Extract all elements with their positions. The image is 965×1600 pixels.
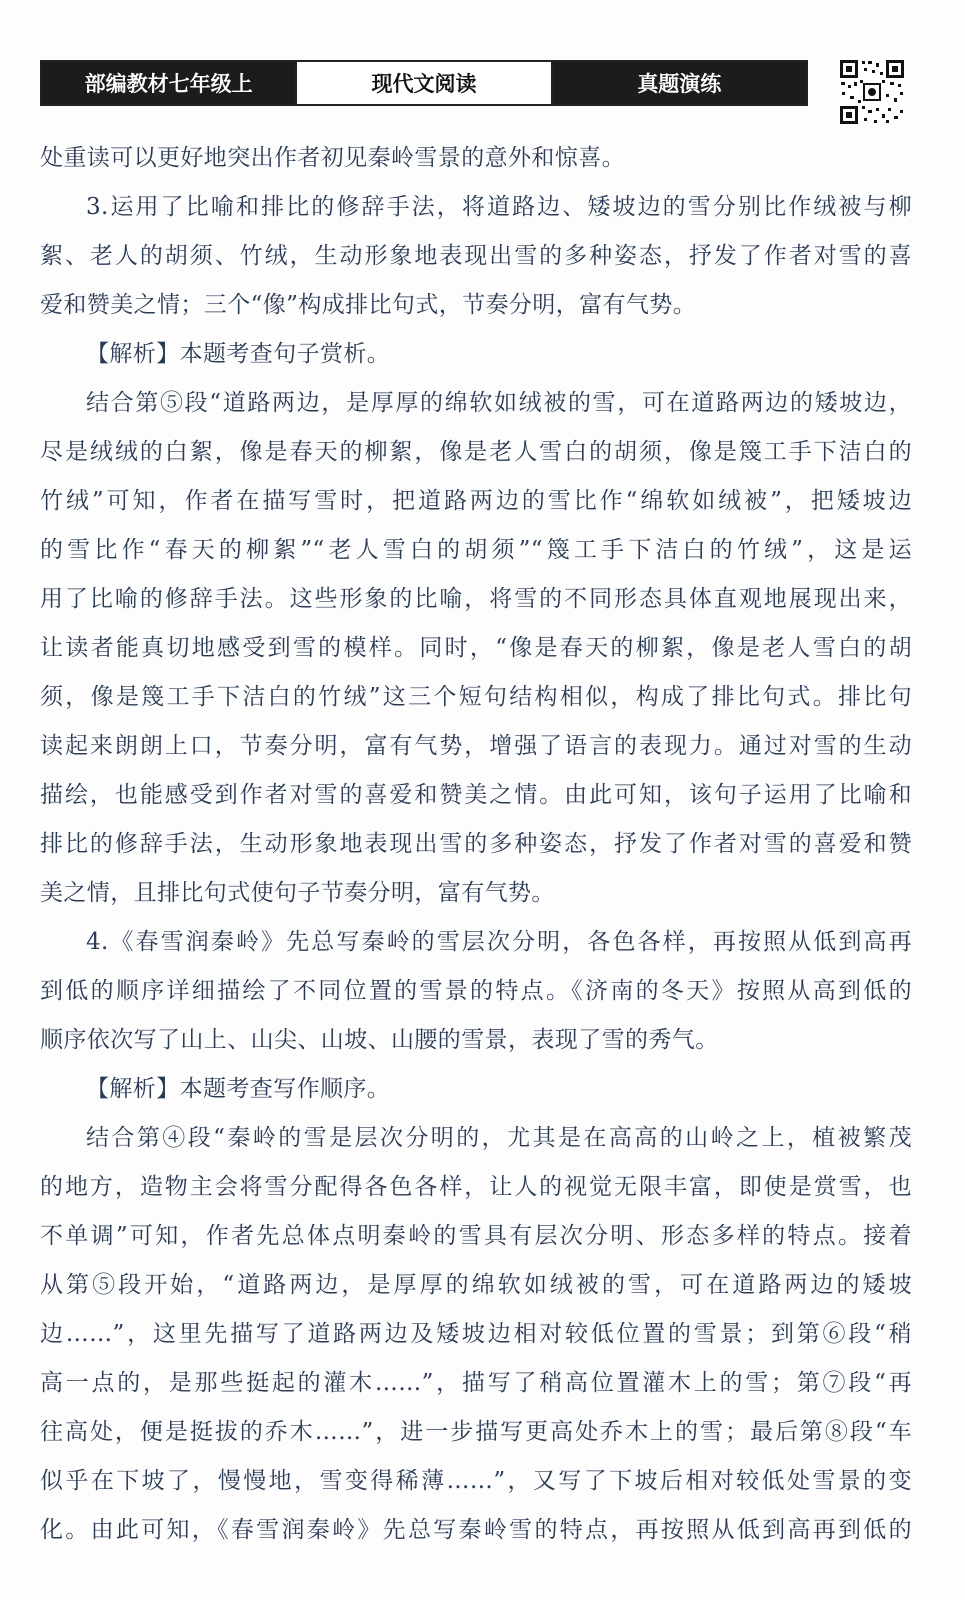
text-line: 竹绒”可知，作者在描写雪时，把道路两边的雪比作“绵软如绒被”，把矮坡边	[40, 488, 912, 514]
text-line: 的雪比作“春天的柳絮”“老人雪白的胡须”“篾工手下洁白的竹绒”，这是运	[40, 537, 912, 563]
text-line: 顺序依次写了山上、山尖、山坡、山腰的雪景，表现了雪的秀气。	[40, 1027, 719, 1053]
text-line: 化。由此可知，《春雪润秦岭》先总写秦岭雪的特点，再按照从低到高再到低的	[40, 1517, 912, 1543]
text-line: 尽是绒绒的白絮，像是春天的柳絮，像是老人雪白的胡须，像是篾工手下洁白的	[40, 439, 912, 465]
text-line: 到低的顺序详细描绘了不同位置的雪景的特点。《济南的冬天》按照从高到低的	[40, 978, 912, 1004]
text-line: 排比的修辞手法，生动形象地表现出雪的多种姿态，抒发了作者对雪的喜爱和赞	[40, 831, 912, 857]
text-line: 高一点的，是那些挺起的灌木……”，描写了稍高位置灌木上的雪；第⑦段“再	[40, 1370, 912, 1396]
text-line: 3.运用了比喻和排比的修辞手法，将道路边、矮坡边的雪分别比作绒被与柳	[86, 194, 912, 220]
header-practice-label: 真题演练	[553, 62, 806, 104]
text-line: 结合第⑤段“道路两边，是厚厚的绵软如绒被的雪，可在道路两边的矮坡边，	[86, 390, 912, 416]
text-line: 似乎在下坡了，慢慢地，雪变得稀薄……”，又写了下坡后相对较低处雪景的变	[40, 1468, 912, 1494]
text-line: 结合第④段“秦岭的雪是层次分明的，尤其是在高高的山岭之上，植被繁茂	[86, 1125, 912, 1151]
text-line: 4.《春雪润秦岭》先总写秦岭的雪层次分明，各色各样，再按照从低到高再	[86, 929, 912, 955]
text-line: 读起来朗朗上口，节奏分明，富有气势，增强了语言的表现力。通过对雪的生动	[40, 733, 912, 759]
text-line: 不单调”可知，作者先总体点明秦岭的雪具有层次分明、形态多样的特点。接着	[40, 1223, 912, 1249]
text-line: 美之情，且排比句式使句子节奏分明，富有气势。	[40, 880, 555, 906]
text-line: 絮、老人的胡须、竹绒，生动形象地表现出雪的多种姿态，抒发了作者对雪的喜	[40, 243, 912, 269]
header-bar	[40, 60, 808, 106]
text-line: 【解析】本题考查句子赏析。	[86, 341, 391, 367]
text-line: 从第⑤段开始，“道路两边，是厚厚的绵软如绒被的雪，可在道路两边的矮坡	[40, 1272, 912, 1298]
text-line: 【解析】本题考查写作顺序。	[86, 1076, 391, 1102]
header-section-label: 现代文阅读	[295, 62, 552, 104]
answer-text	[40, 134, 912, 1555]
qr-code-icon	[838, 58, 906, 126]
header-grade-label: 部编教材七年级上	[42, 62, 295, 104]
text-line: 爱和赞美之情；三个“像”构成排比句式，节奏分明，富有气势。	[40, 292, 697, 318]
text-line: 的地方，造物主会将雪分配得各色各样，让人的视觉无限丰富，即使是赏雪，也	[40, 1174, 912, 1200]
text-line: 处重读可以更好地突出作者初见秦岭雪景的意外和惊喜。	[40, 145, 625, 171]
text-line: 用了比喻的修辞手法。这些形象的比喻，将雪的不同形态具体直观地展现出来，	[40, 586, 912, 612]
text-line: 描绘，也能感受到作者对雪的喜爱和赞美之情。由此可知，该句子运用了比喻和	[40, 782, 912, 808]
text-line: 须，像是篾工手下洁白的竹绒”这三个短句结构相似，构成了排比句式。排比句	[40, 684, 912, 710]
text-line: 往高处，便是挺拔的乔木……”，进一步描写更高处乔木上的雪；最后第⑧段“车	[40, 1419, 912, 1445]
text-line: 让读者能真切地感受到雪的模样。同时，“像是春天的柳絮，像是老人雪白的胡	[40, 635, 912, 661]
text-line: 边……”，这里先描写了道路两边及矮坡边相对较低位置的雪景；到第⑥段“稍	[40, 1321, 912, 1347]
